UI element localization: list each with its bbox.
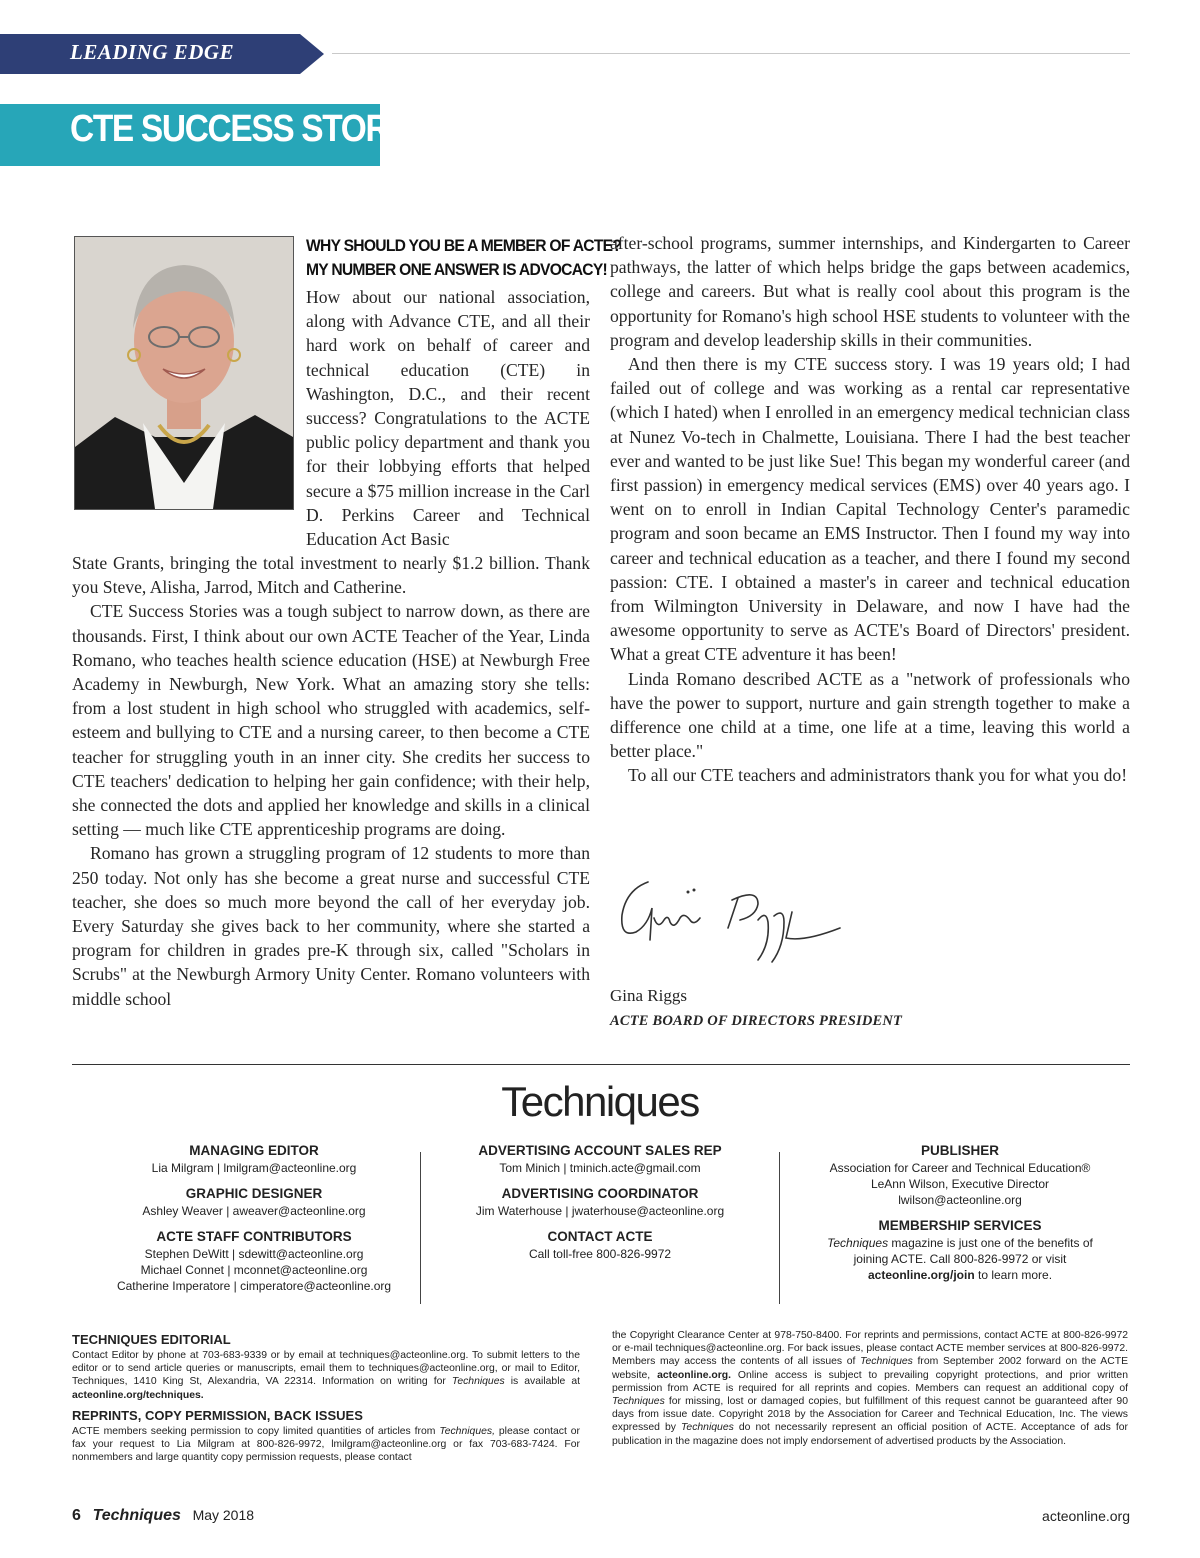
copyright-link[interactable]: acteonline.org.	[657, 1369, 731, 1381]
masthead-heading: MEMBERSHIP SERVICES	[878, 1218, 1042, 1233]
copyright-text-d: for missing, lost or damaged copies, but fulfillment of this request cannot be guaranteed after 90 days from issue date. Copyright 2018 by the Association for Career and Technical Education, Inc. The views expressed by	[612, 1396, 1128, 1434]
masthead-line: Association for Career and Technical Education®	[829, 1161, 1091, 1175]
editorial-magazine-name: Techniques	[451, 1376, 505, 1388]
headline-line-2: MY NUMBER ONE ANSWER IS ADVOCACY!	[306, 260, 607, 279]
membership-text-end: to learn more.	[974, 1268, 1053, 1282]
page-number: 6	[72, 1507, 81, 1524]
footer-magazine-name: Techniques	[92, 1507, 181, 1524]
headline-line-1: WHY SHOULD YOU BE A MEMBER OF ACTE?	[306, 236, 622, 255]
masthead-line: Catherine Imperatore | cimperatore@acteonline.org	[116, 1279, 392, 1293]
membership-text-body: magazine is just one of the benefits of joining ACTE. Call 800-826-9972 or visit	[853, 1236, 1093, 1266]
signature-title: ACTE BOARD OF DIRECTORS PRESIDENT	[610, 1013, 903, 1029]
copyright-magazine-name: Techniques	[612, 1396, 665, 1408]
masthead-column-publisher	[790, 1142, 1130, 1283]
fine-print-right	[612, 1329, 1128, 1448]
reprints-magazine-name: Techniques,	[439, 1425, 495, 1437]
editorial-link[interactable]: acteonline.org/techniques.	[72, 1389, 204, 1401]
lead-paragraph-continued: State Grants, bringing the total investment to nearly $1.2 billion. Thank you Steve, Alisha, Jarrod, Mitch and Catherine.	[72, 553, 590, 598]
reprints-heading: REPRINTS, COPY PERMISSION, BACK ISSUES	[72, 1407, 363, 1423]
masthead-heading: CONTACT ACTE	[547, 1229, 653, 1244]
masthead-column-advertising	[430, 1142, 770, 1262]
page-footer-left	[72, 1507, 254, 1525]
section-tag: LEADING EDGE	[70, 40, 235, 64]
right-column-body	[610, 231, 1130, 788]
masthead-column-staff	[84, 1142, 424, 1294]
reprints-text-a: ACTE members seeking permission to copy limited quantities of articles from	[72, 1425, 440, 1437]
masthead-line: Stephen DeWitt | sdewitt@acteonline.org	[144, 1247, 364, 1261]
footer-issue-date: May 2018	[192, 1507, 255, 1523]
footer-website[interactable]: acteonline.org	[1042, 1508, 1130, 1524]
techniques-logo: Techniques	[501, 1078, 699, 1125]
membership-text	[790, 1235, 1130, 1283]
header-rule	[332, 53, 1130, 54]
editorial-text-b: is available at	[504, 1376, 580, 1388]
copyright-magazine-name: Techniques	[860, 1356, 913, 1368]
signature-name: Gina Riggs	[610, 986, 687, 1005]
masthead-line: lwilson@acteonline.org	[898, 1193, 1022, 1207]
membership-magazine-name: Techniques	[827, 1236, 889, 1250]
article-headline	[306, 234, 622, 282]
masthead-heading: MANAGING EDITOR	[189, 1143, 319, 1158]
left-column-body	[72, 551, 590, 1011]
author-portrait-image	[75, 237, 293, 509]
lead-paragraph	[306, 285, 590, 551]
masthead-heading: GRAPHIC DESIGNER	[185, 1186, 323, 1201]
section-tag-arrow	[300, 34, 324, 74]
reprints-text-b: please contact or fax your request to Lia Milgram at 800-826-9972, lmilgram@acteonline.org or fax 703-683-7424. For nonmembers and large quantity copy permission requests, please contact	[72, 1425, 580, 1464]
masthead-line: Call toll-free 800-826-9972	[528, 1247, 672, 1261]
copyright-text-e: do not necessarily represent an official position of ACTE. Acceptance of ads for publication in the magazine does not imply endorsement of advertised products by the Association.	[612, 1422, 1128, 1447]
masthead-line: Michael Connet | mconnet@acteonline.org	[140, 1263, 368, 1277]
copyright-magazine-name: Techniques	[681, 1422, 734, 1434]
copyright-text-a: the Copyright Clearance Center at 978-750-8400. For reprints and permissions, contact ACTE at 800-826-9972 or e-mail techniques@acteonline.org. For back issues, please contact ACTE member services at 800-826-9972. Members may access the contents of all issues of	[612, 1330, 1128, 1368]
copyright-text-b: from September 2002 forward on the ACTE website,	[612, 1356, 1129, 1381]
masthead-divider	[420, 1152, 421, 1304]
masthead-line: Tom Minich | tminich.acte@gmail.com	[499, 1161, 701, 1175]
paragraph-4: And then there is my CTE success story. I was 19 years old; I had failed out of college and was working as a rental car representative (which I hated) when I enrolled in an emergency medical technician class at Nunez Vo-tech in Chalmette, Louisiana. There I had the best teacher ever and wanted to be just like Sue! This began my wonderful career (and first passion) in emergency medical services (EMS) over 40 years ago. I went on to enroll in Indian Capital Technology Center's paramedic program and soon became an EMS Instructor. Then I found my way into career and technical education as a teacher, and there I found my second passion: CTE. I obtained a master's in career and technical education from Wilmington University in Delaware, and now I have had the awesome opportunity to serve as ACTE's Board of Directors' president. What a great CTE adventure it has been!	[610, 354, 1130, 665]
fine-print-left	[72, 1332, 580, 1464]
paragraph-2: CTE Success Stories was a tough subject to narrow down, as there are thousands. First, I think about our own ACTE Teacher of the Year, Linda Romano, who teaches health science education (HSE) at Newburgh Free Academy in Newburgh, New York. What an amazing story she tells: from a lost student in high school who struggled with academics, self-esteem and bullying to CTE and a nursing career, to then become a CTE teacher for struggling youth in an inner city. She credits her success to CTE teachers' dedication to helping her gain confidence; with their help, she connected the dots and applied her knowledge and skills in a clinical setting — much like CTE apprenticeship programs are doing.	[72, 601, 590, 840]
masthead-divider	[779, 1152, 780, 1304]
paragraph-3-continued: after-school programs, summer internships, and Kindergarten to Career pathways, the latter of which helps bridge the gaps between academics, college and careers. But what is really cool about this program is the opportunity for Romano's high school HSE students to volunteer with the program and develop leadership skills in their communities.	[610, 233, 1130, 350]
masthead-line: LeAnn Wilson, Executive Director	[870, 1177, 1050, 1191]
author-photo	[74, 236, 294, 510]
editorial-text	[72, 1349, 580, 1402]
masthead-rule	[72, 1064, 1130, 1065]
paragraph-6: To all our CTE teachers and administrators thank you for what you do!	[628, 765, 1128, 786]
copyright-text-c: Online access is subject to prevailing copyright protections, and prior written permission from ACTE is required for all reprints and copies. Members can request an additional copy of	[612, 1369, 1128, 1394]
membership-link[interactable]: acteonline.org/join	[867, 1268, 975, 1282]
masthead-heading: ADVERTISING ACCOUNT SALES REP	[478, 1143, 722, 1158]
masthead-line: Jim Waterhouse | jwaterhouse@acteonline.org	[475, 1204, 725, 1218]
paragraph-5: Linda Romano described ACTE as a "network of professionals who have the power to support, nurture and gain strength together to make a difference one child at a time, one life at a time, leaving this world a better place."	[610, 668, 1130, 762]
lead-paragraph-text: How about our national association, along with Advance CTE, and all their hard work on behalf of career and technical education (CTE) in Washington, D.C., and their recent success? Congratulations to the ACTE public policy department and thank you for their lobbying efforts that helped secure a $75 million increase in the Carl D. Perkins Career and Technical Education Act Basic	[306, 287, 590, 550]
editorial-text-a: Contact Editor by phone at 703-683-9339 or by email at techniques@acteonline.org. To submit letters to the editor or to send article queries or manuscripts, email them to techniques@acteonline.org, or mail to Editor, Techniques, 1410 King St, Alexandria, VA 22314. Information on writing for	[72, 1350, 580, 1388]
page-title: CTE SUCCESS STORIES	[70, 108, 439, 150]
masthead-heading: ACTE STAFF CONTRIBUTORS	[156, 1229, 352, 1244]
masthead-line: Lia Milgram | lmilgram@acteonline.org	[151, 1161, 357, 1175]
editorial-heading: TECHNIQUES EDITORIAL	[72, 1332, 231, 1347]
masthead-heading: ADVERTISING COORDINATOR	[501, 1186, 699, 1201]
handwritten-signature	[608, 870, 858, 970]
reprints-text	[72, 1425, 580, 1465]
masthead-line: Ashley Weaver | aweaver@acteonline.org	[142, 1204, 366, 1218]
masthead-heading: PUBLISHER	[920, 1143, 999, 1158]
paragraph-3: Romano has grown a struggling program of 12 students to more than 250 today. Not only has she become a great nurse and successful CTE teacher, she does so much more beyond the call of her everyday job. Every Saturday she gives back to her community, where she started a program for children in grades pre-K through six, called "Scholars in Scrubs" at the Newburgh Armory Unity Center. Romano volunteers with middle school	[72, 843, 590, 1009]
